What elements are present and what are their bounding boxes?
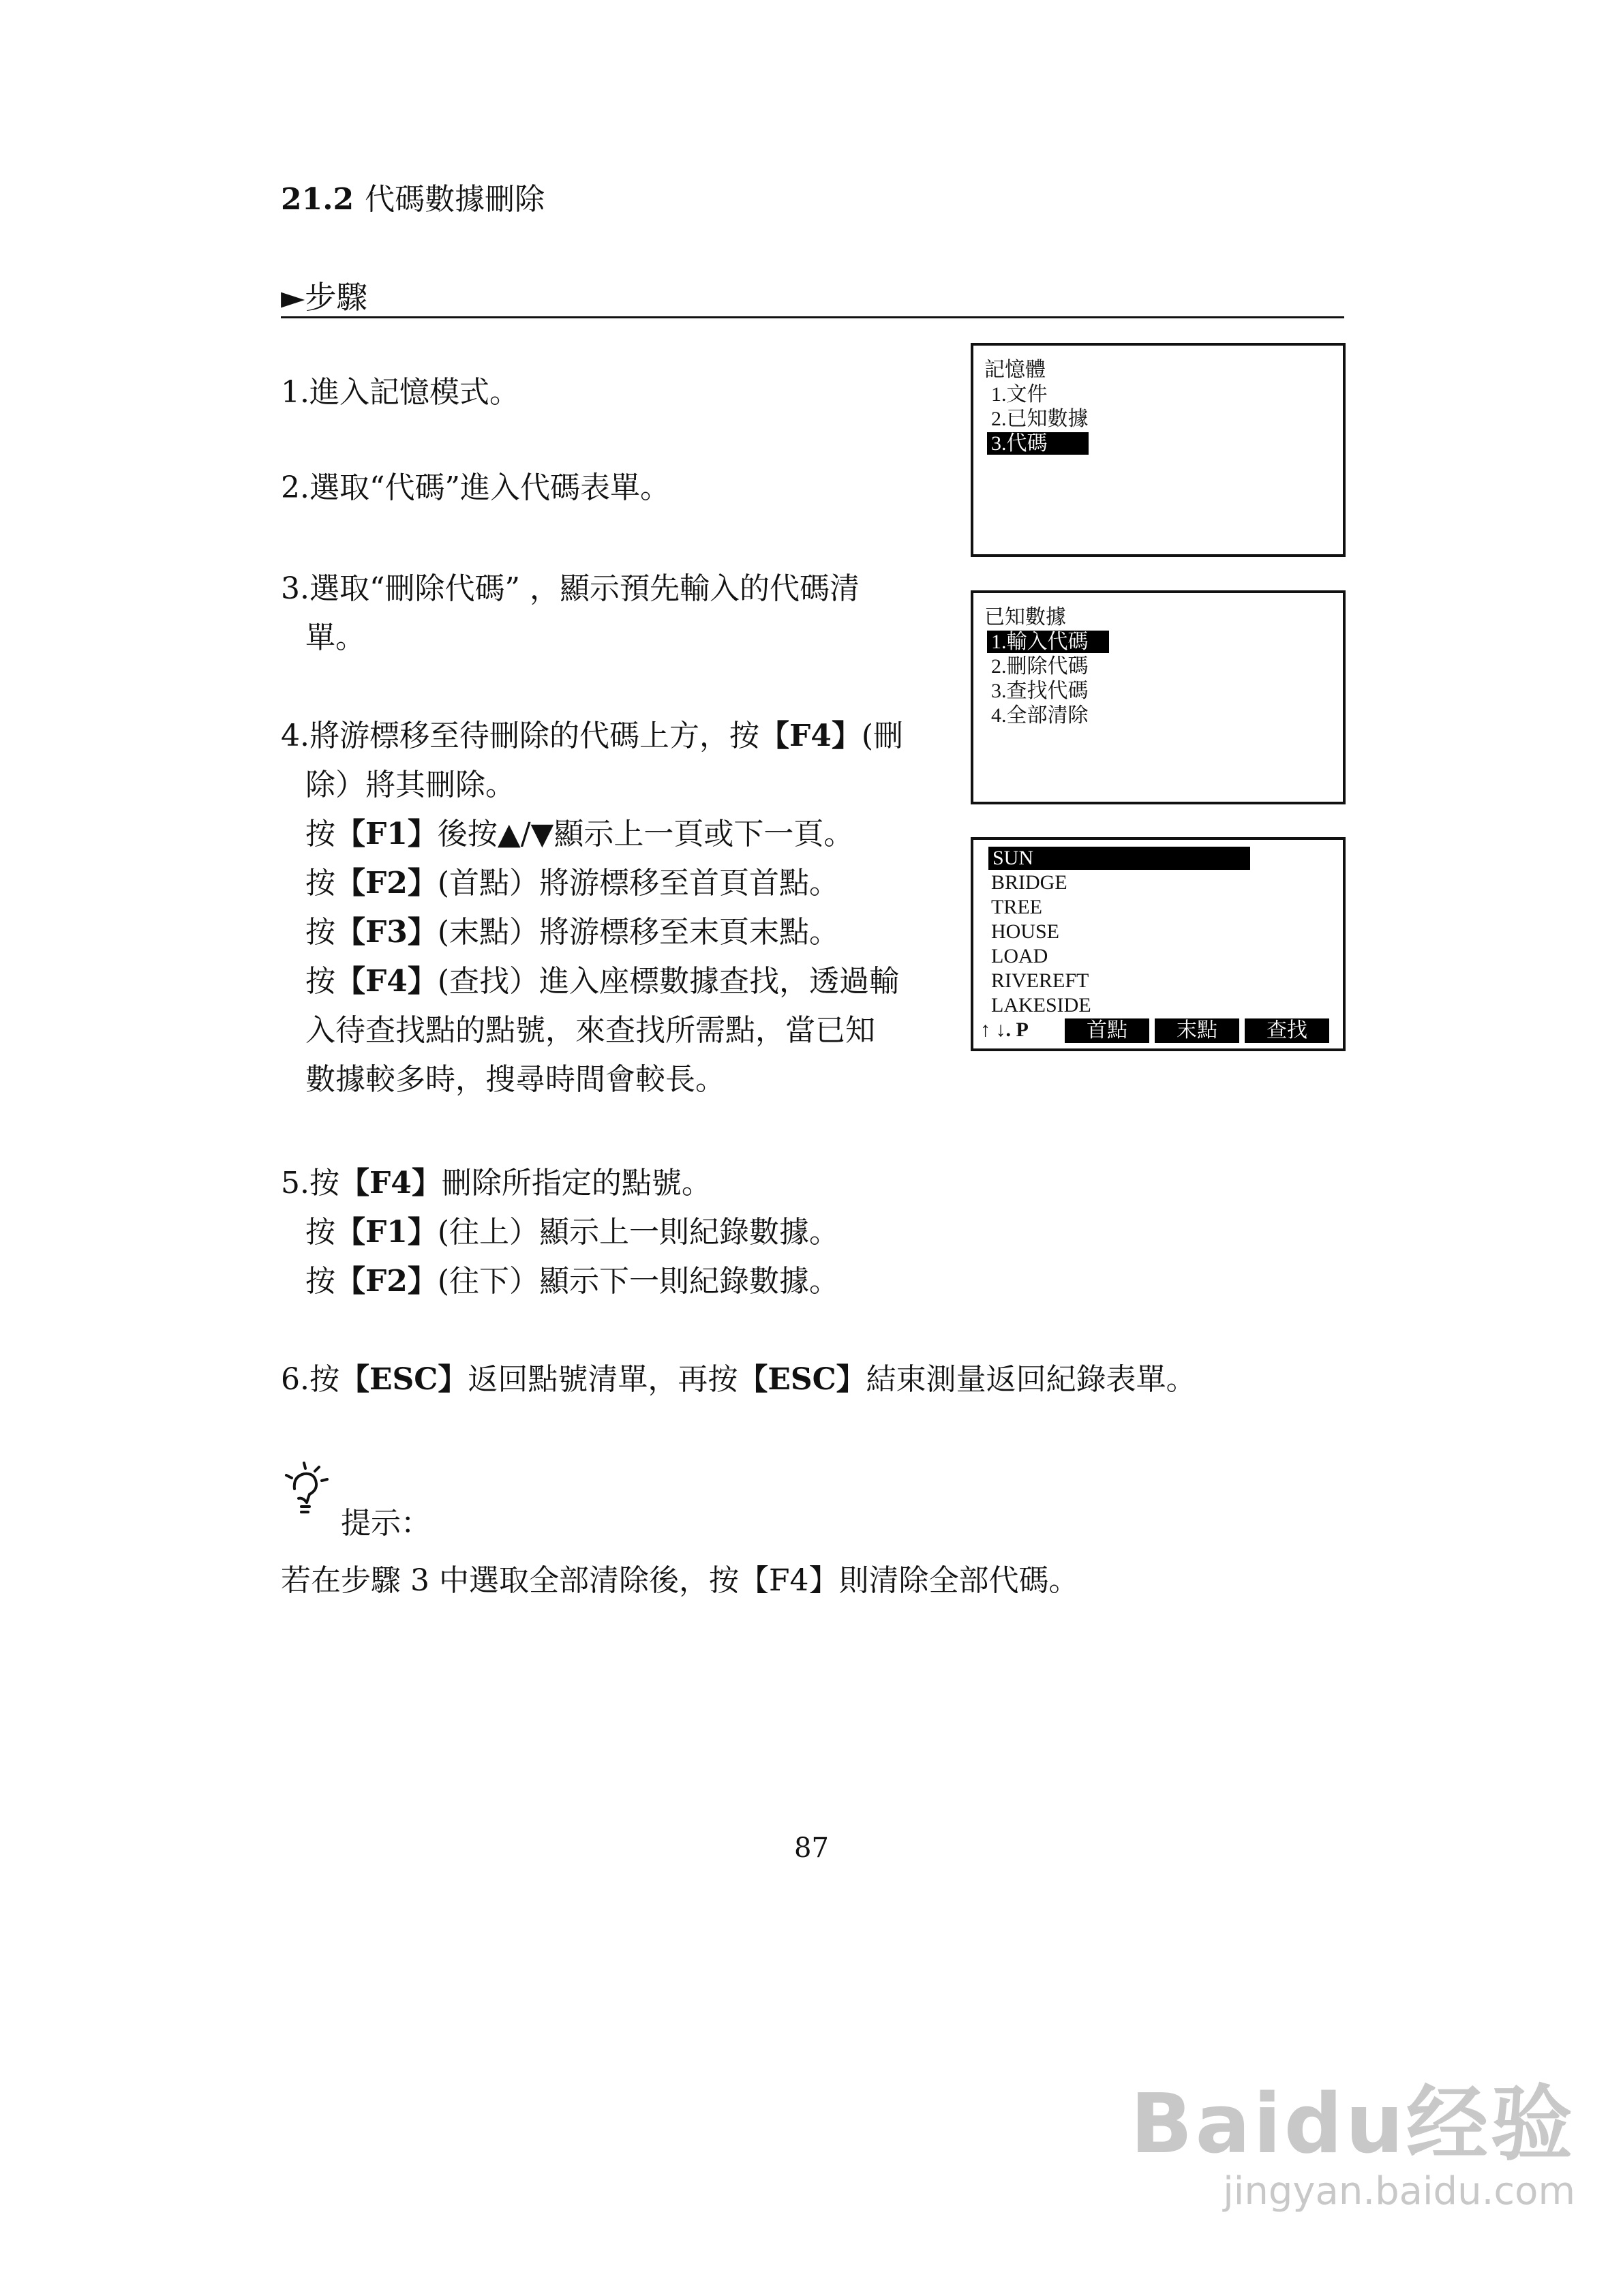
step-5 xyxy=(281,1159,839,1306)
key-esc: 【ESC】 xyxy=(738,1362,866,1397)
text: 按 xyxy=(305,817,335,851)
list-item[interactable]: LAKESIDE xyxy=(991,994,1091,1016)
step-3-line-1: 3.選取“刪除代碼” ，顯示預先輸入的代碼清 xyxy=(281,571,860,606)
menu-item[interactable]: 3.查找代碼 xyxy=(991,680,1089,702)
list-item[interactable]: HOUSE xyxy=(991,920,1060,943)
key-f1: 【F1】 xyxy=(335,817,438,851)
text: 按 xyxy=(305,915,335,950)
step-3-line-2: 單。 xyxy=(305,620,365,655)
step-4-line-8: 數據較多時，搜尋時間會較長。 xyxy=(305,1062,725,1097)
text: (刪 xyxy=(861,719,904,753)
lightbulb-icon xyxy=(279,1459,341,1520)
text: (末點）將游標移至末頁末點。 xyxy=(437,915,840,950)
section-title-text: 代碼數據刪除 xyxy=(365,182,545,217)
text: 5.按 xyxy=(281,1166,339,1200)
step-3 xyxy=(281,564,860,663)
step-5-line-2 xyxy=(281,1208,839,1257)
key-f4: 【F4】 xyxy=(339,1166,442,1200)
menu-item[interactable]: 2.已知數據 xyxy=(991,408,1089,430)
device-screen-known-data xyxy=(971,590,1346,804)
tip-text: 若在步驟 3 中選取全部清除後，按【F4】則清除全部代碼。 xyxy=(281,1563,1079,1598)
step-5-line-3 xyxy=(281,1257,839,1306)
step-6 xyxy=(281,1355,1196,1404)
softkey-page-nav[interactable]: ↑ ↓. P xyxy=(980,1018,1029,1041)
text: 刪除所指定的點號。 xyxy=(441,1166,712,1200)
menu-item[interactable]: 4.全部清除 xyxy=(991,704,1089,727)
key-f4: 【F4】 xyxy=(335,964,438,999)
menu-item-selected[interactable]: 3.代碼 xyxy=(987,432,1089,455)
screen-title: 記憶體 xyxy=(984,359,1046,381)
text: 返回點號清單，再按 xyxy=(468,1362,738,1397)
watermark-brand: Baidu经验 xyxy=(1130,2077,1575,2172)
key-esc: 【ESC】 xyxy=(339,1362,468,1397)
step-4-line-6 xyxy=(281,957,903,1006)
list-item[interactable]: RIVEREFT xyxy=(991,969,1089,992)
text: 結束測量返回紀錄表單。 xyxy=(866,1362,1196,1397)
step-2: 2.選取“代碼”進入代碼表單。 xyxy=(281,470,670,505)
text: 後按▲/▼顯示上一頁或下一頁。 xyxy=(437,817,854,851)
menu-item-selected[interactable]: 1.輸入代碼 xyxy=(987,631,1109,653)
step-4-line-7: 入待查找點的點號，來查找所需點，當已知 xyxy=(305,1013,875,1048)
step-4-line-2: 除）將其刪除。 xyxy=(305,768,515,802)
section-title xyxy=(281,175,545,218)
list-item-selected[interactable]: SUN xyxy=(988,847,1250,870)
text: (往上）顯示上一則紀錄數據。 xyxy=(437,1215,840,1250)
list-item[interactable]: TREE xyxy=(991,896,1042,918)
screen-title: 已知數據 xyxy=(984,606,1066,629)
key-f2: 【F2】 xyxy=(335,1264,438,1299)
text: 按 xyxy=(305,1264,335,1299)
list-item[interactable]: LOAD xyxy=(991,945,1048,967)
text: (往下）顯示下一則紀錄數據。 xyxy=(437,1264,840,1299)
key-f4: 【F4】 xyxy=(759,719,862,753)
softkey-find[interactable]: 查找 xyxy=(1245,1018,1329,1043)
step-1: 1.進入記憶模式。 xyxy=(281,375,519,410)
step-4-line-3 xyxy=(281,810,903,859)
key-f2: 【F2】 xyxy=(335,866,438,901)
text: 按 xyxy=(305,964,335,999)
heading-rule xyxy=(281,316,1344,318)
text: (查找）進入座標數據查找，透過輸 xyxy=(437,964,900,999)
softkey-bar xyxy=(980,1018,1336,1044)
key-f3: 【F3】 xyxy=(335,915,438,950)
softkey-last-point[interactable]: 末點 xyxy=(1155,1018,1239,1043)
device-screen-code-list xyxy=(971,837,1346,1051)
softkey-first-point[interactable]: 首點 xyxy=(1065,1018,1149,1043)
step-4-line-1 xyxy=(281,712,903,761)
list-item[interactable]: BRIDGE xyxy=(991,871,1067,894)
watermark xyxy=(1130,2059,1575,2214)
tip-label: 提示： xyxy=(341,1506,431,1541)
device-screen-memory xyxy=(971,343,1346,557)
key-f1: 【F1】 xyxy=(335,1215,438,1250)
step-4-line-5 xyxy=(281,908,903,957)
menu-item[interactable]: 1.文件 xyxy=(991,383,1048,406)
text: 4.將游標移至待刪除的代碼上方，按 xyxy=(281,719,759,753)
section-number: 21.2 xyxy=(281,182,354,217)
steps-heading: ►步驟 xyxy=(281,279,368,316)
page-number: 87 xyxy=(794,1832,829,1864)
watermark-url: jingyan.baidu.com xyxy=(1223,2169,1575,2214)
menu-item[interactable]: 2.刪除代碼 xyxy=(991,655,1089,678)
step-4-line-4 xyxy=(281,859,903,908)
text: 6.按 xyxy=(281,1362,339,1397)
text: (首點）將游標移至首頁首點。 xyxy=(437,866,840,901)
text: 按 xyxy=(305,866,335,901)
text: 按 xyxy=(305,1215,335,1250)
step-4 xyxy=(281,712,903,1104)
step-5-line-1 xyxy=(281,1159,839,1208)
